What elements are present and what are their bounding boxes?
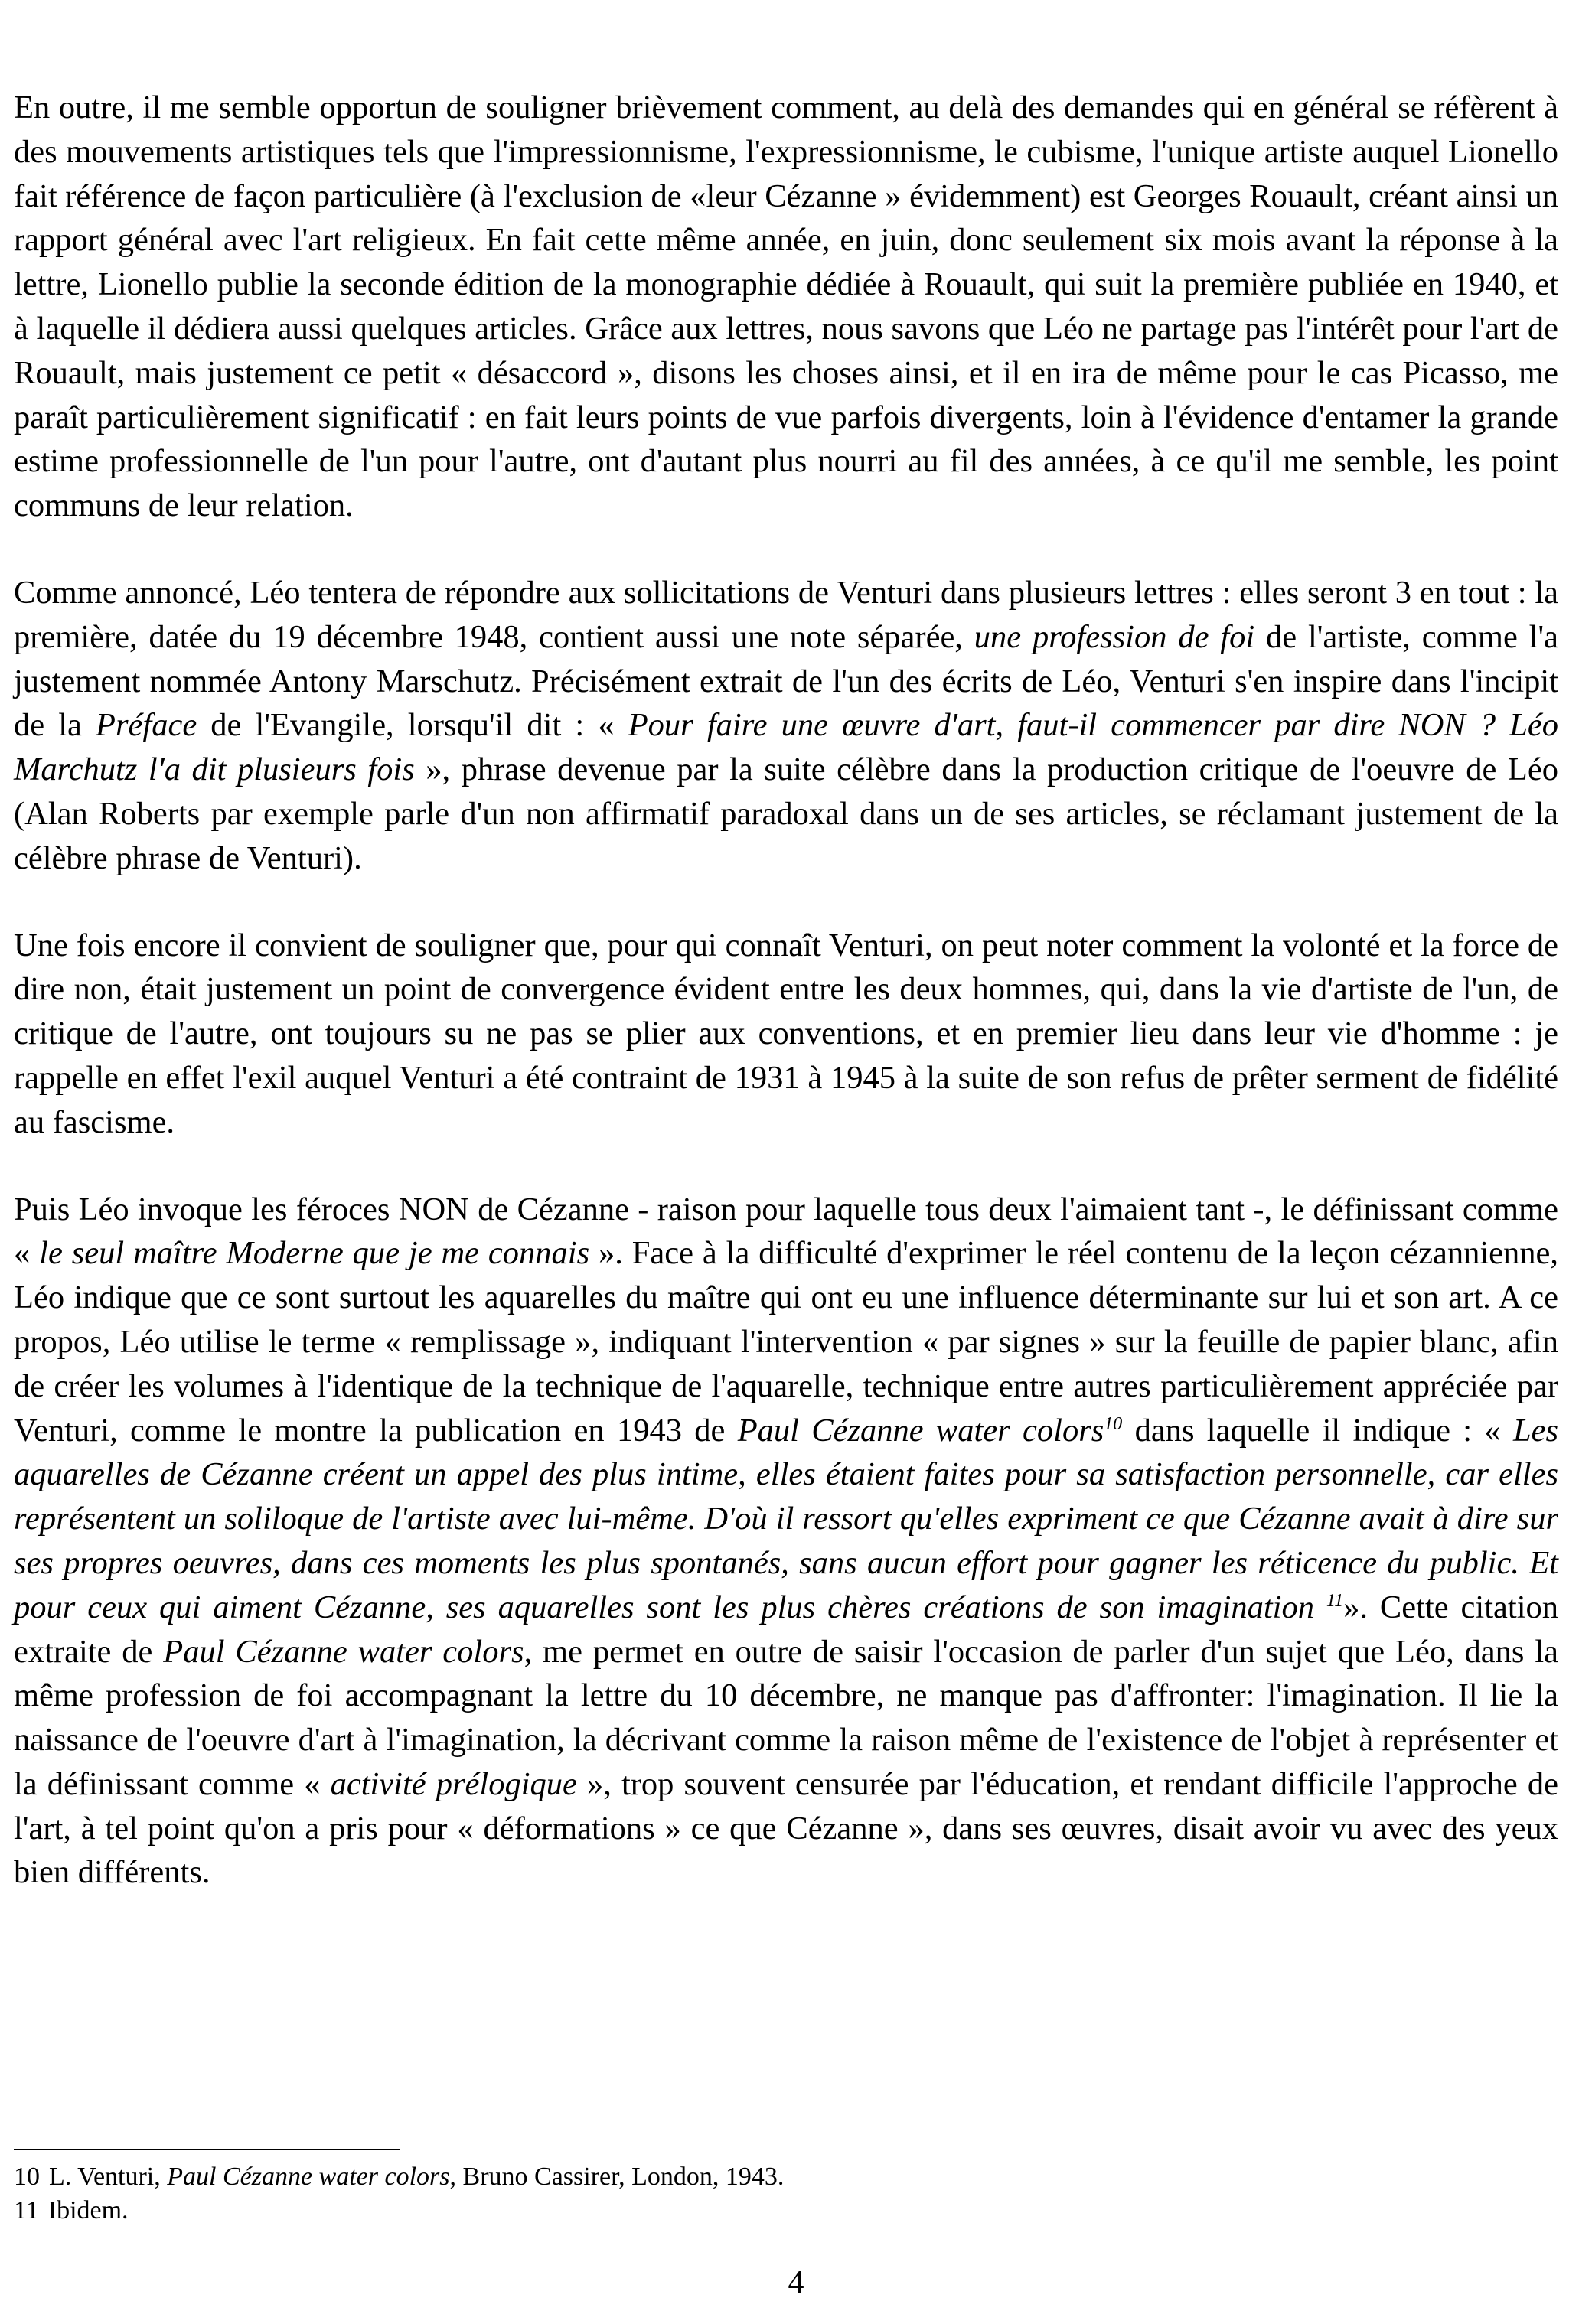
- footnote: [14, 2160, 1558, 2194]
- italic-text: le seul maître Moderne que je me connais: [39, 1235, 590, 1272]
- text-run: de l'artiste, comme l'a justement nommée Antony Marschutz. Précisément extrait de l'un des écrits de Léo, Venturi s'en inspire dans l'incipit de la: [14, 618, 1558, 744]
- page-number: 4: [788, 2265, 804, 2300]
- italic-text: Paul Cézanne water colors: [737, 1412, 1104, 1449]
- text-run: Puis Léo invoque les féroces NON de Cézanne - raison pour laquelle tous deux l'aimaient tant -, le définissant comme «: [14, 1191, 1558, 1272]
- footnote-number: 11: [14, 2196, 39, 2225]
- paragraph: [14, 86, 1558, 528]
- text-run: dans laquelle il indique : «: [1122, 1412, 1513, 1449]
- footnote-text: [48, 2196, 129, 2225]
- italic-text: Préface: [96, 707, 197, 744]
- italic-text: une profession de foi: [974, 618, 1255, 655]
- paragraph: [14, 571, 1558, 881]
- footnote-reference: 10: [1104, 1413, 1123, 1434]
- footnotes: [14, 2160, 1558, 2228]
- italic-text: activité prélogique: [330, 1765, 577, 1802]
- italic-text: Paul Cézanne water colors: [163, 1633, 524, 1670]
- text-run: L. Venturi,: [49, 2163, 168, 2191]
- text-run: Ibidem.: [47, 2196, 129, 2225]
- text-run: », phrase devenue par la suite célèbre dans la production critique de l'oeuvre de Léo (Alan Roberts par exemple parle d'un non affirmatif paradoxal dans un de ses articles, se réclamant justement de la célèbre phrase de Venturi).: [14, 751, 1558, 876]
- paragraph: [14, 924, 1558, 1145]
- text-run: , me permet en outre de saisir l'occasion de parler d'un sujet que Léo, dans la même profession de foi accompagnant la lettre du 10 décembre, ne manque pas d'affronter: l'imagination. Il lie la naissance de l'oeuvre d'art à l'imagination, la décrivant comme la raison même de l'existence de l'objet à représenter et la définissant comme «: [14, 1633, 1558, 1802]
- footnote-reference: 11: [1326, 1590, 1344, 1611]
- paragraph: [14, 1188, 1558, 1895]
- text-run: En outre, il me semble opportun de souligner brièvement comment, au delà des demandes qui en général se réfèrent à des mouvements artistiques tels que l'impressionnisme, l'expressionnisme, le cubisme, l'unique artiste auquel Lionello fait référence de façon particulière (à l'exclusion de «leur Cézanne » évidemment) est Georges Rouault, créant ainsi un rapport général avec l'art religieux. En fait cette même année, en juin, donc seulement six mois avant la réponse à la lettre, Lionello publie la seconde édition de la monographie dédiée à Rouault, qui suit la première publiée en 1940, et à laquelle il dédiera aussi quelques articles. Grâce aux lettres, nous savons que Léo ne partage pas l'intérêt pour l'art de Rouault, mais justement ce petit « désaccord », disons les choses ainsi, et il en ira de même pour le cas Picasso, me paraît particulièrement significatif : en fait leurs points de vue parfois divergents, loin à l'évidence d'entamer la grande estime professionnelle de l'un pour l'autre, ont d'autant plus nourri au fil des années, à ce qu'il me semble, les point communs de leur relation.: [14, 90, 1558, 524]
- footnote-text: [49, 2163, 784, 2191]
- text-run: », trop souvent censurée par l'éducation, et rendant difficile l'approche de l'art, à tel point qu'on a pris pour « déformations » ce que Cézanne », dans ses œuvres, disait avoir vu avec des yeux bien différents.: [14, 1765, 1558, 1891]
- italic-text: Paul Cézanne water colors: [167, 2163, 450, 2191]
- footnote-number: 10: [14, 2163, 40, 2191]
- text-run: , Bruno Cassirer, London, 1943.: [449, 2163, 785, 2191]
- text-run: ». Cette citation extraite de: [14, 1589, 1558, 1670]
- text-run: ». Face à la difficulté d'exprimer le réel contenu de la leçon cézannienne, Léo indique que ce sont surtout les aquarelles du maître qui ont eu une influence déterminante sur lui et son art. A ce propos, Léo utilise le terme « remplissage », indiquant l'intervention « par signes » sur la feuille de papier blanc, afin de créer les volumes à l'identique de la technique de l'aquarelle, technique entre autres particulièrement appréciée par Venturi, comme le montre la publication en 1943 de: [14, 1235, 1558, 1449]
- body-text: [14, 86, 1558, 1895]
- italic-text: Pour faire une œuvre d'art, faut-il commencer par dire NON ? Léo Marchutz l'a dit plusieurs fois: [14, 707, 1558, 788]
- text-run: Une fois encore il convient de souligner que, pour qui connaît Venturi, on peut noter comment la volonté et la force de dire non, était justement un point de convergence évident entre les deux hommes, qui, dans la vie d'artiste de l'un, de critique de l'autre, ont toujours su ne pas se plier aux conventions, et en premier lieu dans leur vie d'homme : je rappelle en effet l'exil auquel Venturi a été contraint de 1931 à 1945 à la suite de son refus de prêter serment de fidélité au fascisme.: [14, 927, 1558, 1140]
- italic-text: Les aquarelles de Cézanne créent un appel des plus intime, elles étaient faites pour sa satisfaction personnelle, car elles représentent un soliloque de l'artiste avec lui-même. D'où il ressort qu'elles expriment ce que Cézanne avait à dire sur ses propres oeuvres, dans ces moments les plus spontanés, sans aucun effort pour gagner les réticence du public. Et pour ceux qui aiment Cézanne, ses aquarelles sont les plus chères créations de son imagination: [14, 1412, 1558, 1625]
- footnote: [14, 2194, 1558, 2228]
- footnote-separator: [14, 2149, 400, 2150]
- text-run: [1314, 1589, 1326, 1625]
- text-run: Comme annoncé, Léo tentera de répondre aux sollicitations de Venturi dans plusieurs lettres : elles seront 3 en tout : la première, datée du 19 décembre 1948, contient aussi une note séparée,: [14, 574, 1558, 655]
- text-run: de l'Evangile, lorsqu'il dit : «: [197, 707, 628, 744]
